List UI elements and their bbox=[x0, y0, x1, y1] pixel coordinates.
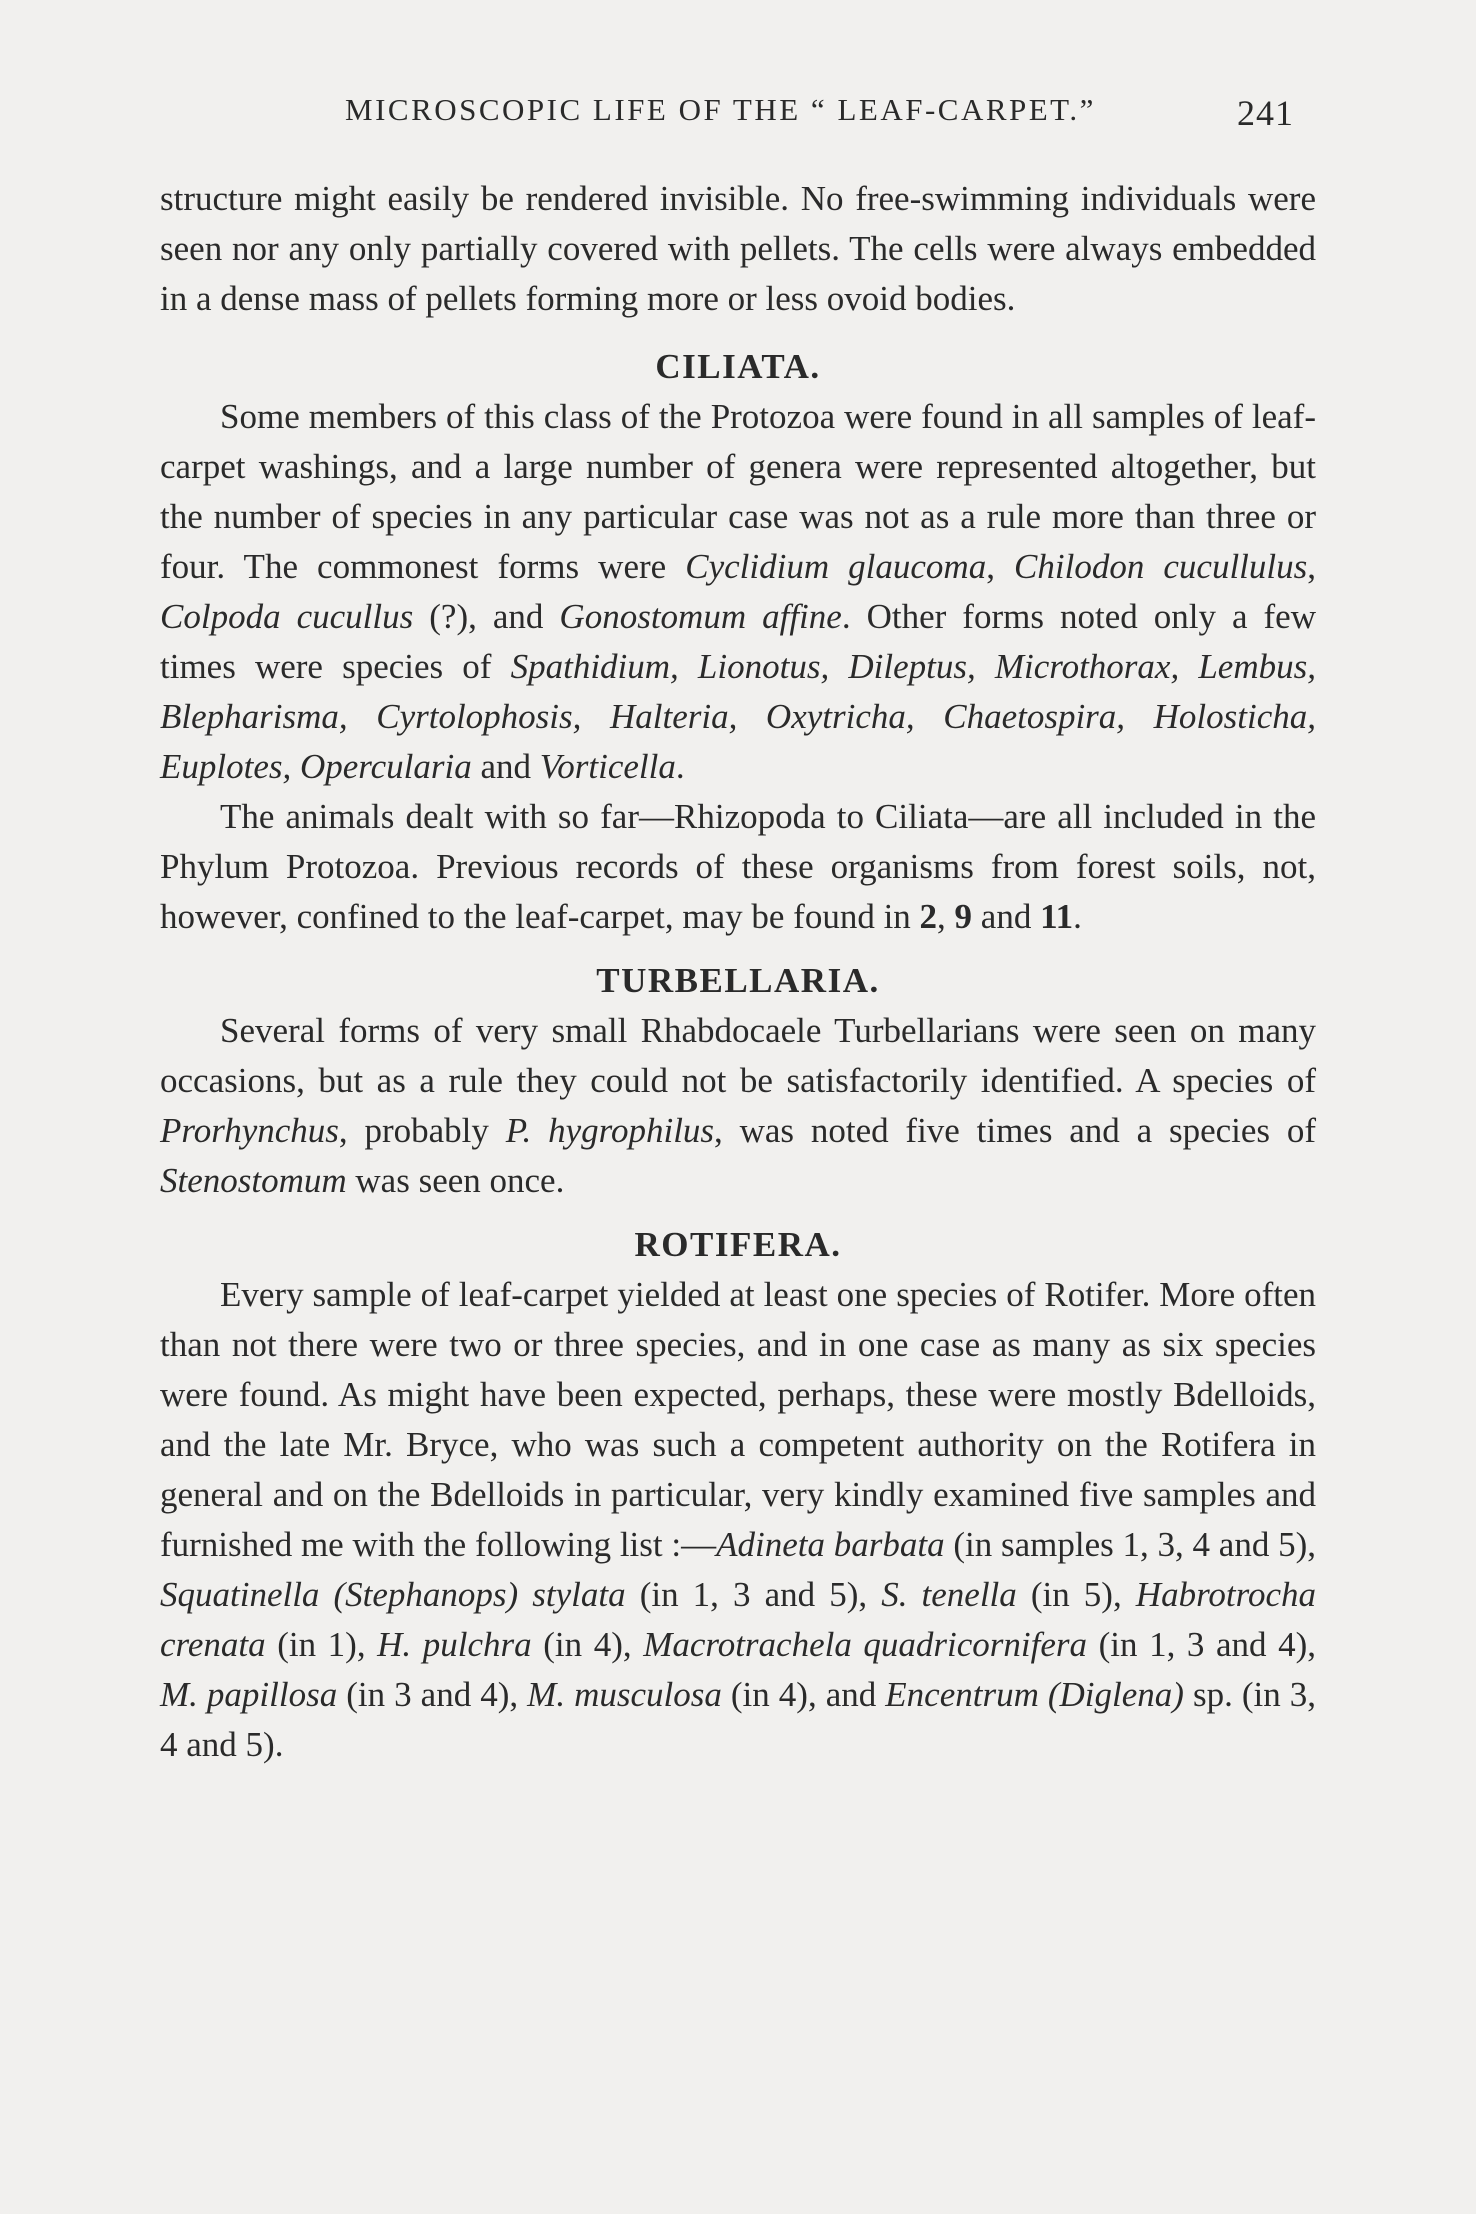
species-6-samples: (in 1, 3 and 4), bbox=[1087, 1625, 1316, 1664]
genera-list: Spathidium, Lionotus, Dileptus, Microthorax, Lembus, Blepharisma, Cyrtolophosis, Halteria, Oxytricha, Chaetospira, Holosticha, Euplotes, Opercularia bbox=[160, 647, 1316, 786]
species-colpoda: Colpoda cucullus bbox=[160, 597, 414, 636]
ciliata-paragraph-2 bbox=[160, 792, 1316, 942]
ciliata-p1-end: . bbox=[675, 747, 685, 786]
species-cyclidium: Cyclidium glaucoma bbox=[685, 547, 987, 586]
turbellaria-paragraph bbox=[160, 1006, 1316, 1206]
species-h-pulchra: H. pulchra bbox=[377, 1625, 532, 1664]
species-hygrophilus: P. hygrophilus bbox=[505, 1111, 715, 1150]
ciliata-p1-and: and bbox=[471, 747, 540, 786]
reference-2: 2 bbox=[919, 897, 938, 936]
turbellaria-text-d: was seen once. bbox=[346, 1161, 565, 1200]
turbellaria-text-a: Several forms of very small Rhabdocaele Turbellarians were seen on many occasions, but as a rule they could not be satisfactorily identified. A species of bbox=[160, 1011, 1316, 1100]
ciliata-p1-text-a: Some members of this class of the Protozoa were found in all samples of leaf-carpet washings, and a large number of genera were represented altogether, but the number of species in any particular case was not as a rule more than three or four. The commonest forms were bbox=[160, 397, 1316, 586]
heading-rotifera: ROTIFERA. bbox=[634, 1225, 842, 1264]
turbellaria-text-b: , probably bbox=[338, 1111, 506, 1150]
species-m-musculosa: M. musculosa bbox=[527, 1675, 722, 1714]
book-page bbox=[160, 86, 1316, 2146]
page-number: 241 bbox=[1237, 93, 1294, 133]
species-9-samples: sp. (in 3, 4 and 5). bbox=[160, 1675, 1317, 1764]
species-2-samples: (in 1, 3 and 5), bbox=[625, 1575, 882, 1614]
ciliata-paragraph-1 bbox=[160, 392, 1316, 792]
species-3-samples: (in 5), bbox=[1016, 1575, 1136, 1614]
reference-11: 11 bbox=[1040, 897, 1074, 936]
species-7-samples: (in 3 and 4), bbox=[337, 1675, 528, 1714]
rotifera-text-a: Every sample of leaf-carpet yielded at least one species of Rotifer. More often than not there were two or three species, and in one case as many as six species were found. As might have been expected, perhaps, these were mostly Bdelloids, and the late Mr. Bryce, who was such a competent authority on the Rotifera in general and on the Bdelloids in particular, very kindly examined five samples and furnished me with the following list :— bbox=[160, 1275, 1316, 1564]
species-habrotrocha-crenata: Habrotrocha crenata bbox=[160, 1575, 1316, 1664]
species-s-tenella: S. tenella bbox=[881, 1575, 1017, 1614]
body-text bbox=[160, 174, 1316, 1770]
intro-paragraph: structure might easily be rendered invisible. No free-swimming individuals were seen nor any only partially covered with pellets. The cells were always embedded in a dense mass of pellets forming more or less ovoid bodies. bbox=[160, 179, 1316, 318]
ciliata-p2-sep: , bbox=[937, 897, 955, 936]
species-macrotrachela-quadricornifera: Macrotrachela quadricornifera bbox=[643, 1625, 1088, 1664]
species-adineta-barbata: Adineta barbata bbox=[716, 1525, 945, 1564]
ciliata-p1-sep-1: , bbox=[986, 547, 1015, 586]
species-squatinella-stylata: Squatinella (Stephanops) stylata bbox=[160, 1575, 626, 1614]
ciliata-p2-text-a: The animals dealt with so far—Rhizopoda to Ciliata—are all included in the Phylum Protozoa. Previous records of these organisms from forest soils, not, however, confined to the leaf-carpet, may be found in bbox=[160, 797, 1316, 936]
rotifera-paragraph bbox=[160, 1270, 1316, 1770]
species-chilodon: Chilodon cucullulus bbox=[1014, 547, 1308, 586]
heading-turbellaria: TURBELLARIA. bbox=[596, 961, 880, 1000]
heading-ciliata: CILIATA. bbox=[655, 347, 821, 386]
reference-9: 9 bbox=[954, 897, 973, 936]
species-m-papillosa: M. papillosa bbox=[160, 1675, 338, 1714]
genus-stenostomum: Stenostomum bbox=[160, 1161, 347, 1200]
ciliata-p2-and: and bbox=[972, 897, 1041, 936]
species-8-samples: (in 4), and bbox=[721, 1675, 886, 1714]
species-5-samples: (in 4), bbox=[531, 1625, 644, 1664]
ciliata-p1-sep-2: , bbox=[1307, 547, 1316, 586]
species-gonostomum: Gonostomum affine bbox=[559, 597, 842, 636]
genus-vorticella: Vorticella bbox=[539, 747, 676, 786]
ciliata-p1-text-c: . Other forms noted only a few times were species of bbox=[160, 597, 1316, 686]
running-head bbox=[160, 86, 1316, 146]
ciliata-p1-text-b: (?), and bbox=[413, 597, 560, 636]
turbellaria-text-c: , was noted five times and a species of bbox=[714, 1111, 1316, 1150]
species-4-samples: (in 1), bbox=[265, 1625, 378, 1664]
species-encentrum-diglena: Encentrum (Diglena) bbox=[885, 1675, 1184, 1714]
genus-prorhynchus: Prorhynchus bbox=[160, 1111, 339, 1150]
running-title: MICROSCOPIC LIFE OF THE “ LEAF-CARPET.” bbox=[345, 92, 1096, 127]
species-1-samples: (in samples 1, 3, 4 and 5), bbox=[944, 1525, 1316, 1564]
ciliata-p2-end: . bbox=[1073, 897, 1082, 936]
